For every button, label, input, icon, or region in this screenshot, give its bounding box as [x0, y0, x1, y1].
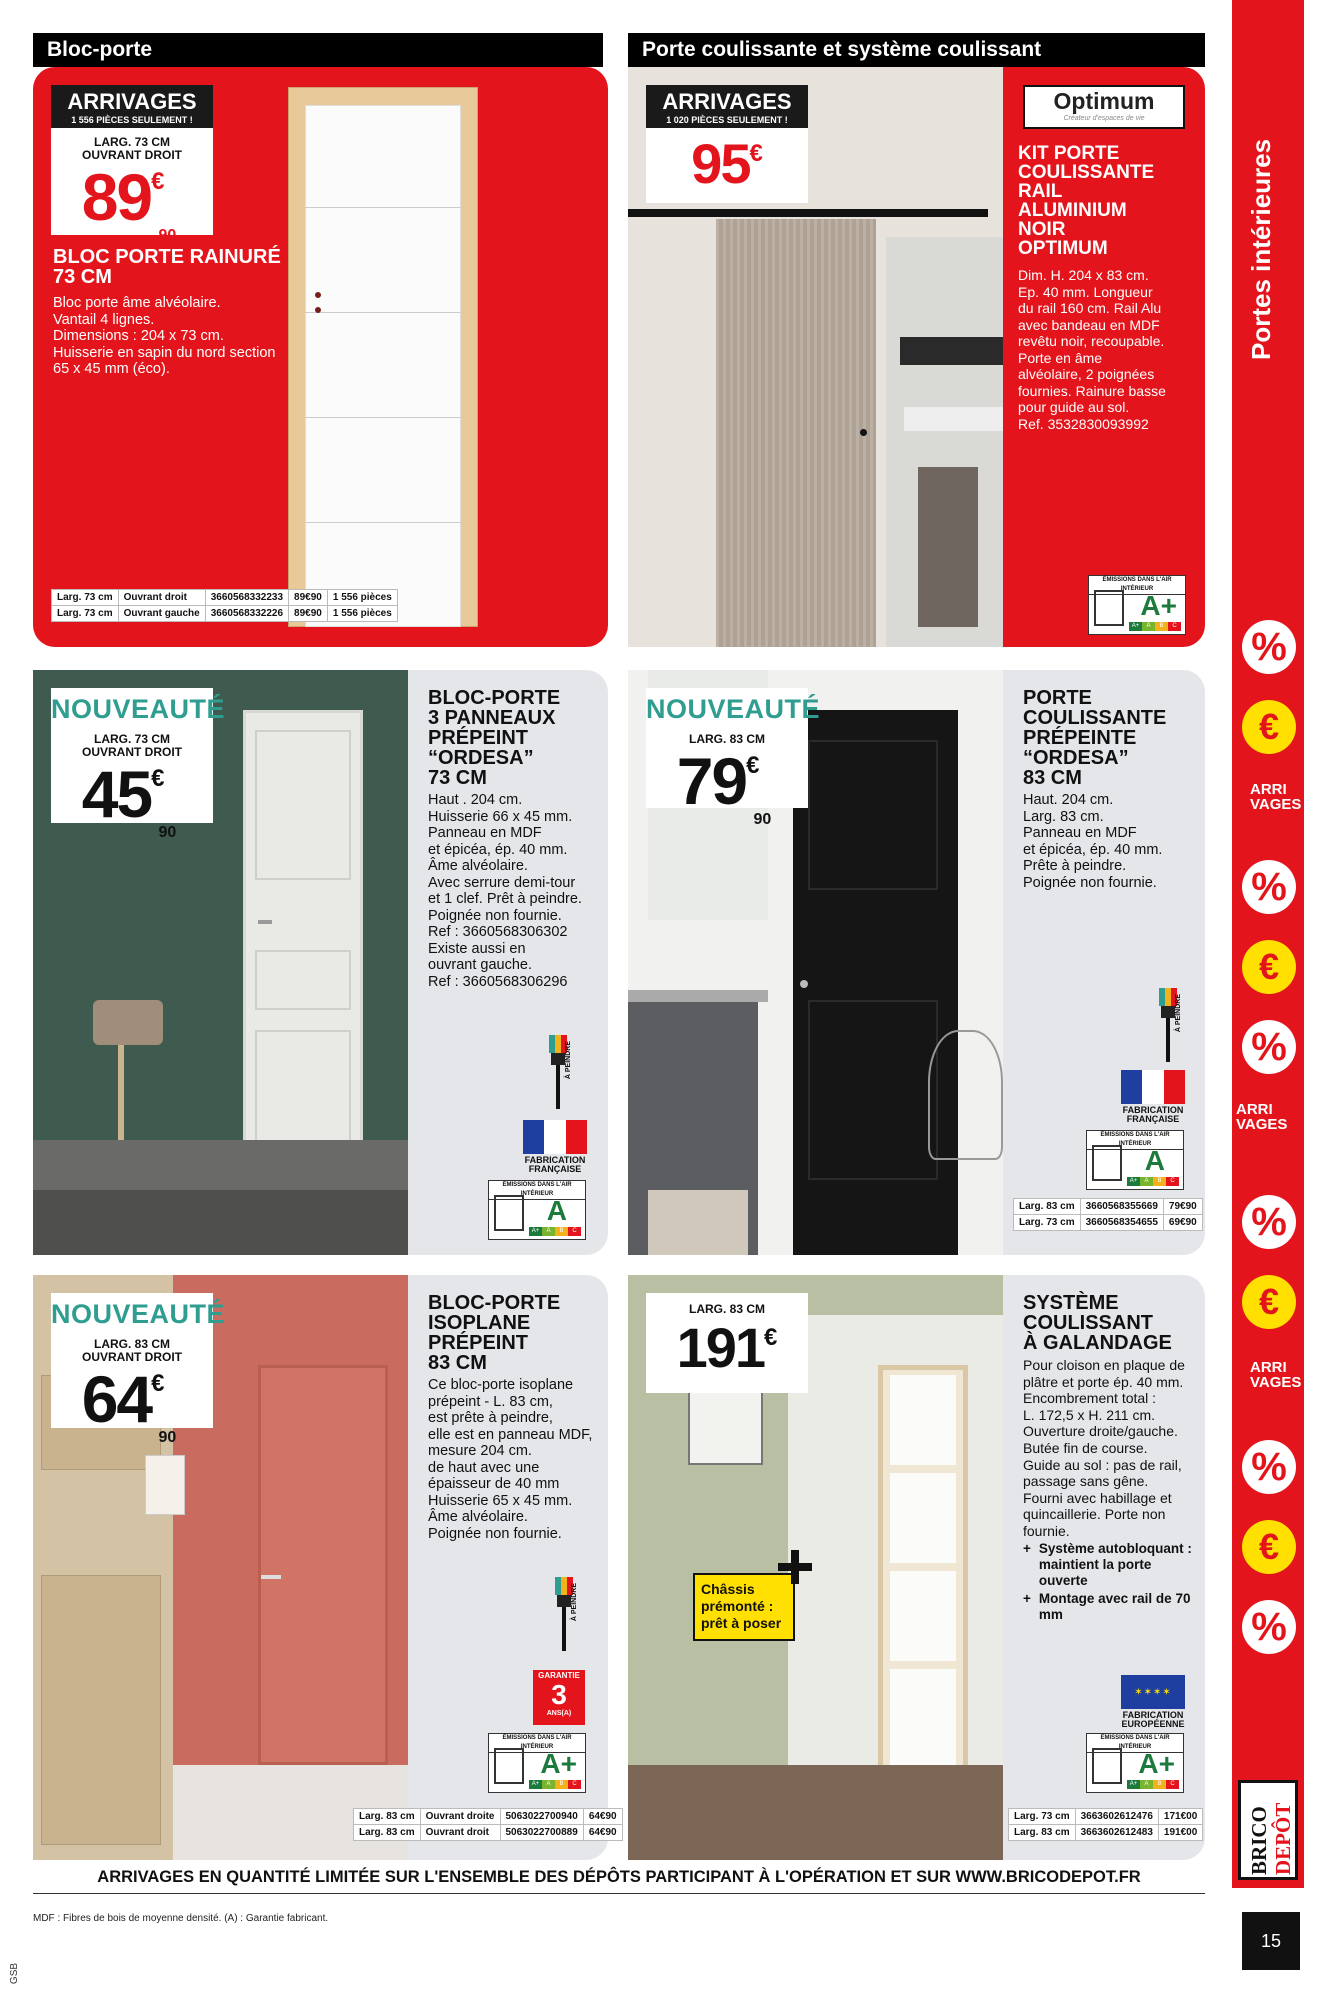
reference-table [353, 1808, 623, 1841]
emission-label: ÉMISSIONS DANS L'AIR INTÉRIEUR A A+ A B C [488, 1180, 586, 1240]
price-cents: 90 [158, 227, 177, 244]
arrivages-badge [51, 85, 213, 244]
size-label: LARG. 83 CM [688, 732, 765, 746]
price [646, 744, 808, 828]
table-row: Larg. 83 cm Ouvrant droite 5063022700940 64€90 [354, 1809, 623, 1825]
arrivages-count: 1 556 PIÈCES SEULEMENT ! [71, 115, 193, 125]
emission-label: ÉMISSIONS DANS L'AIR INTÉRIEUR A+ A+ A B C [1086, 1733, 1184, 1793]
price-currency: € [764, 1324, 778, 1351]
product-title: BLOC-PORTE 3 PANNEAUX PRÉPEINT “ORDESA” 73 CM [428, 687, 561, 789]
product-title: SYSTÈME COULISSANT À GALANDAGE [1023, 1292, 1172, 1354]
size-label: LARG. 73 CM [93, 732, 170, 746]
product-card-kit-porte-coulissante [628, 67, 1205, 647]
section-header-bloc-porte: Bloc-porte [33, 33, 603, 67]
house-icon [1092, 1145, 1122, 1181]
price-cents: 90 [158, 1429, 177, 1446]
euro-badge: € [1242, 1275, 1296, 1329]
emission-scale: A+ A B C [1127, 1177, 1179, 1186]
price [51, 1362, 213, 1446]
table-row: Larg. 73 cm 3660568354655 69€90 [1014, 1215, 1203, 1231]
product-title: BLOC PORTE RAINURÉ 73 CM [53, 246, 281, 288]
paint-brush-icon: À PEINDRE [551, 1577, 585, 1657]
size-label: LARG. 83 CM [688, 1302, 765, 1316]
table-row: Larg. 73 cm Ouvrant droit 3660568332233 89€90 1 556 pièces [52, 590, 398, 606]
price-currency: € [151, 765, 165, 792]
footer-banner: ARRIVAGES EN QUANTITÉ LIMITÉE SUR L'ENSEMBLE DES DÉPÔTS PARTICIPANT À L'OPÉRATION ET SUR WWW.BRICODEPOT.FR [33, 1868, 1205, 1894]
emission-class: A+ [540, 1748, 577, 1779]
side-stripe [1232, 0, 1304, 1888]
arrivages-tag: ARRI VAGES [1250, 1359, 1302, 1391]
product-description: Ce bloc-porte isoplane prépeint - L. 83 cm, est prête à peindre, elle est en panneau MDF, mesure 204 cm. de haut avec une épaisseur de 40 mm Huisserie 65 x 45 mm. Âme alvéolaire. Poignée non fournie. [428, 1377, 593, 1542]
french-flag-icon [1121, 1070, 1185, 1104]
reference-table [1013, 1198, 1203, 1231]
optimum-logo: Optimum Créateur d'espaces de vie [1023, 85, 1185, 129]
product-title: KIT PORTE COULISSANTE RAIL ALUMINIUM NOIR OPTIMUM [1018, 143, 1155, 259]
euro-badge: € [1242, 940, 1296, 994]
nouveaute-tag: NOUVEAUTÉ [51, 694, 226, 724]
price-currency: € [151, 1370, 165, 1397]
list-item: + Montage avec rail de 70 mm [1023, 1591, 1191, 1622]
chassis-note: Châssis prémonté : prêt à poser [693, 1573, 795, 1641]
french-flag-icon [523, 1120, 587, 1154]
size-label: LARG. 73 CM [93, 135, 170, 149]
product-card-bloc-porte-ordesa [33, 670, 608, 1255]
percent-badge: % [1242, 1600, 1296, 1654]
price [51, 757, 213, 841]
arrivages-count: 1 020 PIÈCES SEULEMENT ! [666, 115, 788, 125]
emission-label: ÉMISSIONS DANS L'AIR INTÉRIEUR A A+ A B C [1086, 1130, 1184, 1190]
product-description: Pour cloison en plaque de plâtre et porte ép. 40 mm. Encombrement total : L. 172,5 x H. 211 cm. Ouverture droite/gauche. Butée fin de course. Guide au sol : pas de rail, passage sans gêne. Fourni avec habillage et quincaillerie. Porte non fournie. [1023, 1357, 1185, 1539]
price [646, 1316, 808, 1379]
product-card-systeme-galandage [628, 1275, 1205, 1860]
price [646, 132, 808, 195]
percent-badge: % [1242, 860, 1296, 914]
footer-note: MDF : Fibres de bois de moyenne densité. (A) : Garantie fabricant. [33, 1913, 329, 1924]
table-row: Larg. 73 cm Ouvrant gauche 3660568332226 89€90 1 556 pièces [52, 606, 398, 622]
house-icon [1092, 1748, 1122, 1784]
house-icon [1094, 590, 1124, 626]
paint-brush-icon: À PEINDRE [1155, 988, 1189, 1068]
emission-class: A [1144, 1145, 1165, 1176]
emission-label: ÉMISSIONS DANS L'AIR INTÉRIEUR A+ A+ A B C [488, 1733, 586, 1793]
house-icon [494, 1195, 524, 1231]
price-integer: 89 [81, 160, 152, 234]
size-label: LARG. 83 CM [93, 1337, 170, 1351]
percent-badge: % [1242, 1020, 1296, 1074]
house-icon [494, 1748, 524, 1784]
list-item: + Système autobloquant : maintient la porte ouverte [1023, 1541, 1192, 1588]
warranty-badge: GARANTIE 3 ANS(A) [533, 1670, 585, 1725]
product-card-porte-coulissante-ordesa [628, 670, 1205, 1255]
opening-label: OUVRANT DROIT [82, 1350, 182, 1364]
table-row: Larg. 83 cm 3663602612483 191€00 [1009, 1825, 1203, 1841]
reference-table [51, 589, 398, 622]
nouveaute-tag: NOUVEAUTÉ [646, 694, 821, 724]
arrivages-badge [646, 85, 808, 203]
price-integer: 45 [81, 757, 152, 831]
price [51, 160, 213, 244]
price-cents: 90 [158, 824, 177, 841]
percent-badge: % [1242, 1195, 1296, 1249]
section-header-porte-coulissante: Porte coulissante et système coulissant [628, 33, 1205, 67]
euro-badge: € [1242, 700, 1296, 754]
price-currency: € [749, 140, 763, 167]
emission-class: A+ [1138, 1748, 1175, 1779]
arrivages-tag: ARRIVAGES [662, 89, 792, 114]
paint-brush-icon: À PEINDRE [545, 1035, 579, 1115]
product-card-bloc-porte-isoplane [33, 1275, 617, 1860]
nouveaute-tag: NOUVEAUTÉ [51, 1299, 226, 1329]
product-description: Bloc porte âme alvéolaire. Vantail 4 lignes. Dimensions : 204 x 73 cm. Huisserie en sapin du nord section 65 x 45 mm (éco). [53, 295, 276, 377]
made-in-france-label: FABRICATION FRANÇAISE [524, 1155, 586, 1174]
product-description: Haut. 204 cm. Larg. 83 cm. Panneau en MDF et épicéa, ép. 40 mm. Prête à peindre. Poignée non fournie. [1023, 792, 1163, 891]
price-cents: 90 [753, 811, 772, 828]
reference-table [1008, 1808, 1203, 1841]
product-title: PORTE COULISSANTE PRÉPEINTE “ORDESA” 83 CM [1023, 687, 1167, 789]
nouveaute-badge [51, 1293, 226, 1446]
made-in-europe-label: FABRICATION EUROPÉENNE [1121, 1710, 1185, 1729]
emission-class: A [546, 1195, 567, 1226]
emission-scale: A+ A B C [529, 1780, 581, 1789]
opening-label: OUVRANT DROIT [82, 148, 182, 162]
nouveaute-badge [51, 688, 226, 841]
plus-icon [778, 1550, 812, 1584]
made-in-france-label: FABRICATION FRANÇAISE [1122, 1105, 1184, 1124]
price-currency: € [151, 168, 165, 195]
product-card-bloc-porte-rainure [33, 67, 608, 647]
door-image [283, 87, 603, 627]
price-integer: 64 [81, 1362, 152, 1436]
product-description: Dim. H. 204 x 83 cm. Ep. 40 mm. Longueur du rail 160 cm. Rail Alu avec bandeau en MDF revêtu noir, recoupable. Porte en âme alvéolaire, 2 poignées fournies. Rainure basse pour guide au sol. Ref. 3532830093992 [1018, 267, 1166, 432]
table-row: Larg. 83 cm Ouvrant droit 5063022700889 64€90 [354, 1825, 623, 1841]
print-code: GSB [9, 1962, 21, 1985]
arrivages-tag: ARRI VAGES [1236, 1101, 1288, 1133]
table-row: Larg. 83 cm 3660568355669 79€90 [1014, 1199, 1203, 1215]
percent-badge: % [1242, 1440, 1296, 1494]
euro-badge: € [1242, 1520, 1296, 1574]
price-integer: 79 [676, 744, 747, 818]
eu-flag-icon: ✶✶✶✶ [1121, 1675, 1185, 1709]
emission-scale: A+ A B C [1129, 622, 1181, 631]
price-badge [646, 1293, 808, 1393]
feature-list [1023, 1541, 1198, 1623]
emission-scale: A+ A B C [529, 1227, 581, 1236]
side-title: Portes intérieures [1246, 138, 1276, 360]
price-integer: 191 [676, 1316, 765, 1379]
price-currency: € [746, 752, 760, 779]
percent-badge: % [1242, 620, 1296, 674]
product-title: BLOC-PORTE ISOPLANE PRÉPEINT 83 CM [428, 1292, 561, 1374]
opening-label: OUVRANT DROIT [82, 745, 182, 759]
table-row: Larg. 73 cm 3663602612476 171€00 [1009, 1809, 1203, 1825]
nouveaute-badge [646, 688, 821, 828]
arrivages-tag: ARRI VAGES [1250, 781, 1302, 813]
page-number: 15 [1242, 1912, 1300, 1970]
arrivages-tag: ARRIVAGES [67, 89, 197, 114]
brico-depot-logo: BRICO DEPÔT [1238, 1780, 1298, 1880]
emission-class: A+ [1140, 590, 1177, 621]
price-integer: 95 [691, 132, 750, 195]
emission-label: ÉMISSIONS DANS L'AIR INTÉRIEUR A+ A+ A B C [1088, 575, 1186, 635]
emission-scale: A+ A B C [1127, 1780, 1179, 1789]
product-description: Haut . 204 cm. Huisserie 66 x 45 mm. Panneau en MDF et épicéa, ép. 40 mm. Âme alvéolaire. Avec serrure demi-tour et 1 clef. Prêt à peindre. Poignée non fournie. Ref : 3660568306302 Existe aussi en ouvrant gauche. Ref : 3660568306296 [428, 792, 582, 990]
